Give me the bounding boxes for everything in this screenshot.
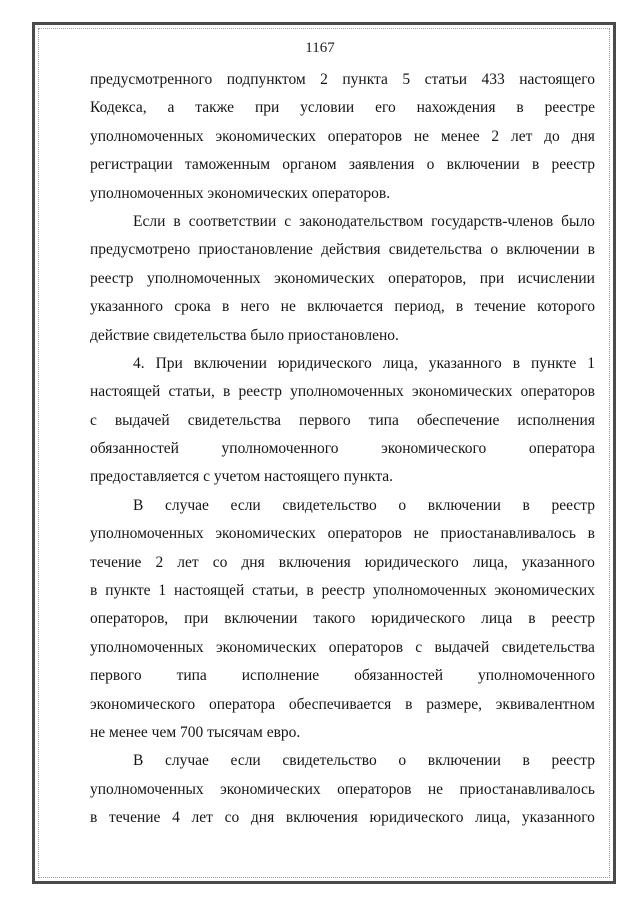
word: о: [398, 752, 407, 770]
word: включении: [193, 354, 267, 372]
word: экономических: [215, 127, 316, 145]
word: реестр: [90, 269, 134, 287]
word: уполномоченных: [90, 525, 204, 543]
word: приостанавливалось: [440, 525, 576, 543]
word: пункта: [342, 71, 388, 88]
word: лица,: [475, 809, 511, 827]
word: также: [195, 99, 235, 117]
word: до: [544, 127, 560, 145]
text-line: [90, 236, 595, 264]
word: операторов: [327, 127, 403, 145]
word: в: [522, 752, 530, 770]
word: не: [413, 127, 430, 145]
paragraph: [90, 66, 595, 208]
word: свидетельства: [501, 638, 595, 656]
word: исполнение: [241, 667, 320, 685]
word: включении: [446, 156, 520, 174]
word: типа: [176, 667, 207, 685]
word: уполномоченных: [90, 127, 204, 145]
word: уполномоченного: [478, 667, 595, 685]
word: него: [240, 298, 270, 316]
text-line: [90, 350, 595, 378]
word: юридического: [277, 354, 372, 372]
word: реестр: [551, 156, 595, 174]
text-line: [90, 804, 595, 832]
word: если: [230, 752, 261, 770]
word: в: [516, 99, 524, 117]
word: статьи,: [168, 383, 215, 401]
word: указанного: [428, 354, 502, 372]
word: в: [522, 496, 530, 514]
word: экономических: [215, 525, 316, 543]
word: в: [90, 809, 98, 827]
word: случае: [164, 752, 209, 770]
text-line: [90, 691, 595, 719]
word: пункте: [530, 354, 577, 372]
text-line: не менее чем 700 тысячам евро.: [90, 723, 301, 741]
word: 1: [158, 582, 167, 600]
word: экономического: [381, 440, 487, 458]
word: юридического: [371, 610, 466, 628]
word: в: [405, 695, 413, 713]
word: в: [512, 354, 521, 372]
word: органом: [282, 156, 337, 174]
word: лица,: [472, 553, 508, 571]
word: включается: [307, 298, 384, 316]
word: При: [155, 354, 183, 372]
word: его: [375, 99, 396, 117]
word: не: [413, 525, 429, 543]
word: исчислении: [517, 269, 595, 287]
word: действия: [321, 241, 381, 259]
word: соответствии: [188, 212, 277, 230]
text-line: [90, 634, 595, 662]
word: лица: [481, 610, 513, 628]
text-line: [90, 577, 595, 605]
word: в: [222, 298, 230, 316]
text-line: действие свидетельства было приостановлено.: [90, 326, 399, 344]
word: а: [167, 99, 175, 117]
word: с: [284, 212, 292, 230]
word: течение: [109, 809, 161, 827]
word: экономических: [274, 269, 375, 287]
word: не: [280, 298, 296, 316]
word: приостанавливалось: [459, 780, 595, 798]
word: с: [415, 638, 423, 656]
word: свидетельство: [282, 496, 377, 514]
word: о: [398, 496, 407, 514]
word: уполномоченных: [372, 582, 487, 600]
word: заявления: [348, 156, 415, 174]
paragraph: [90, 350, 595, 492]
text-line: [90, 94, 595, 122]
text-line: [90, 520, 595, 548]
word: 4: [172, 809, 180, 827]
word: законодательством: [299, 212, 424, 230]
word: 5: [402, 71, 411, 88]
word: в: [222, 383, 231, 401]
word: в: [455, 298, 464, 316]
word: реестр: [551, 610, 595, 628]
word: статьи,: [252, 582, 299, 600]
text-line: [90, 435, 595, 463]
word: статьи: [424, 71, 468, 88]
word: настоящей: [173, 582, 245, 600]
text-line: [90, 747, 595, 775]
word: юридического: [364, 553, 459, 571]
word: реестр: [551, 752, 595, 770]
word: операторов: [327, 525, 402, 543]
word: указанного: [521, 809, 595, 827]
word: эквивалентном: [495, 695, 595, 713]
word: включении: [427, 496, 501, 514]
word: уполномоченных: [90, 780, 204, 798]
word: размере,: [426, 695, 482, 713]
word: выдачей: [114, 411, 170, 429]
word: включении: [506, 241, 580, 259]
word: лет: [177, 553, 199, 571]
word: в: [587, 241, 595, 259]
word: в: [306, 582, 314, 600]
text-line: [90, 66, 595, 94]
word: операторов,: [388, 269, 467, 287]
paragraph: [90, 492, 595, 748]
word: исполнения: [517, 411, 595, 429]
word: дня: [571, 127, 595, 145]
word: со: [212, 553, 228, 571]
word: типа: [368, 411, 399, 429]
word: уполномоченных: [90, 638, 204, 656]
word: предусмотрено: [90, 241, 191, 259]
text-line: [90, 378, 595, 406]
word: 2: [491, 127, 500, 145]
word: в: [531, 156, 540, 174]
word: в: [173, 212, 181, 230]
word: при: [184, 610, 209, 628]
word: в: [528, 610, 536, 628]
word: экономического: [90, 695, 196, 713]
word: уполномоченных: [146, 269, 261, 287]
word: настоящей: [90, 383, 161, 401]
word: условии: [300, 99, 355, 117]
word: регистрации: [90, 156, 173, 174]
word: период,: [394, 298, 445, 316]
word: экономических: [215, 638, 317, 656]
word: экономических: [220, 780, 321, 798]
word: указанного: [90, 298, 163, 316]
word: о: [426, 156, 435, 174]
paragraph: [90, 747, 595, 832]
text-line: [90, 151, 595, 179]
word: срока: [174, 298, 211, 316]
word: реестр: [321, 582, 366, 600]
word: 2: [155, 553, 164, 571]
word: дня: [241, 553, 265, 571]
word: оператора: [528, 440, 595, 458]
word: юридического: [369, 809, 464, 827]
word: 433: [481, 71, 505, 88]
text-line: [90, 662, 595, 690]
word: обязанностей: [354, 667, 444, 685]
word: предусмотренного: [90, 71, 213, 88]
word: В: [133, 496, 144, 514]
word: приостановление: [198, 241, 313, 259]
word: оператора: [208, 695, 276, 713]
word: 1: [587, 354, 595, 372]
word: Кодекса,: [90, 99, 147, 117]
word: с: [90, 411, 97, 429]
word: Если: [133, 212, 166, 230]
word: если: [230, 496, 261, 514]
word: 2: [320, 71, 328, 88]
page-number: 1167: [305, 40, 335, 56]
word: экономических: [494, 582, 595, 600]
word: реестре: [544, 99, 595, 117]
text-line: [90, 776, 595, 804]
word: включения: [285, 809, 358, 827]
word: лет: [510, 127, 533, 145]
text-line: [90, 492, 595, 520]
word: включении: [224, 610, 298, 628]
word: обеспечение: [416, 411, 500, 429]
paragraph: [90, 208, 595, 350]
word: пункте: [105, 582, 151, 600]
text-line: уполномоченных экономических операторов.: [90, 184, 391, 202]
word: уполномоченного: [221, 440, 339, 458]
text-line: [90, 549, 595, 577]
word: течение: [90, 553, 142, 571]
word: выдачей: [434, 638, 490, 656]
word: операторов: [328, 638, 404, 656]
word: экономических: [411, 383, 513, 401]
text-line: [90, 208, 595, 236]
word: было: [561, 212, 595, 230]
word: со: [224, 809, 240, 827]
word: обеспечивается: [288, 695, 392, 713]
word: указанного: [521, 553, 595, 571]
word: в: [587, 525, 595, 543]
word: операторов,: [90, 610, 169, 628]
document-body: [90, 66, 595, 833]
word: первого: [299, 411, 351, 429]
word: которого: [537, 298, 595, 316]
word: операторов: [520, 383, 595, 401]
word: при: [479, 269, 505, 287]
word: реестр: [238, 383, 282, 401]
word: операторов: [337, 780, 412, 798]
word: такого: [313, 610, 356, 628]
word: не: [427, 780, 444, 798]
text-line: [90, 123, 595, 151]
word: В: [133, 752, 144, 770]
text-line: предоставляется с учетом настоящего пункта.: [90, 468, 394, 486]
text-line: [90, 265, 595, 293]
word: свидетельство: [282, 752, 377, 770]
word: в: [90, 582, 98, 600]
word: дня: [250, 809, 275, 827]
word: свидетельства: [388, 241, 483, 259]
word: лица,: [382, 354, 418, 372]
word: течение: [474, 298, 526, 316]
word: включении: [427, 752, 501, 770]
text-line: [90, 293, 595, 321]
word: лет: [191, 809, 213, 827]
word: настоящего: [519, 71, 595, 88]
word: таможенным: [184, 156, 271, 174]
word: обязанностей: [90, 440, 179, 458]
word: случае: [164, 496, 209, 514]
text-line: [90, 407, 595, 435]
word: при: [254, 99, 280, 117]
word: о: [490, 241, 499, 259]
text-line: [90, 605, 595, 633]
word: менее: [440, 127, 480, 145]
word: уполномоченных: [290, 383, 404, 401]
word: 4.: [133, 354, 145, 372]
word: нахождения: [416, 99, 496, 117]
word: включения: [278, 553, 351, 571]
word: реестр: [551, 496, 595, 514]
word: государств-членов: [431, 212, 554, 230]
word: свидетельства: [187, 411, 282, 429]
word: первого: [90, 667, 142, 685]
word: подпунктом: [226, 71, 306, 88]
